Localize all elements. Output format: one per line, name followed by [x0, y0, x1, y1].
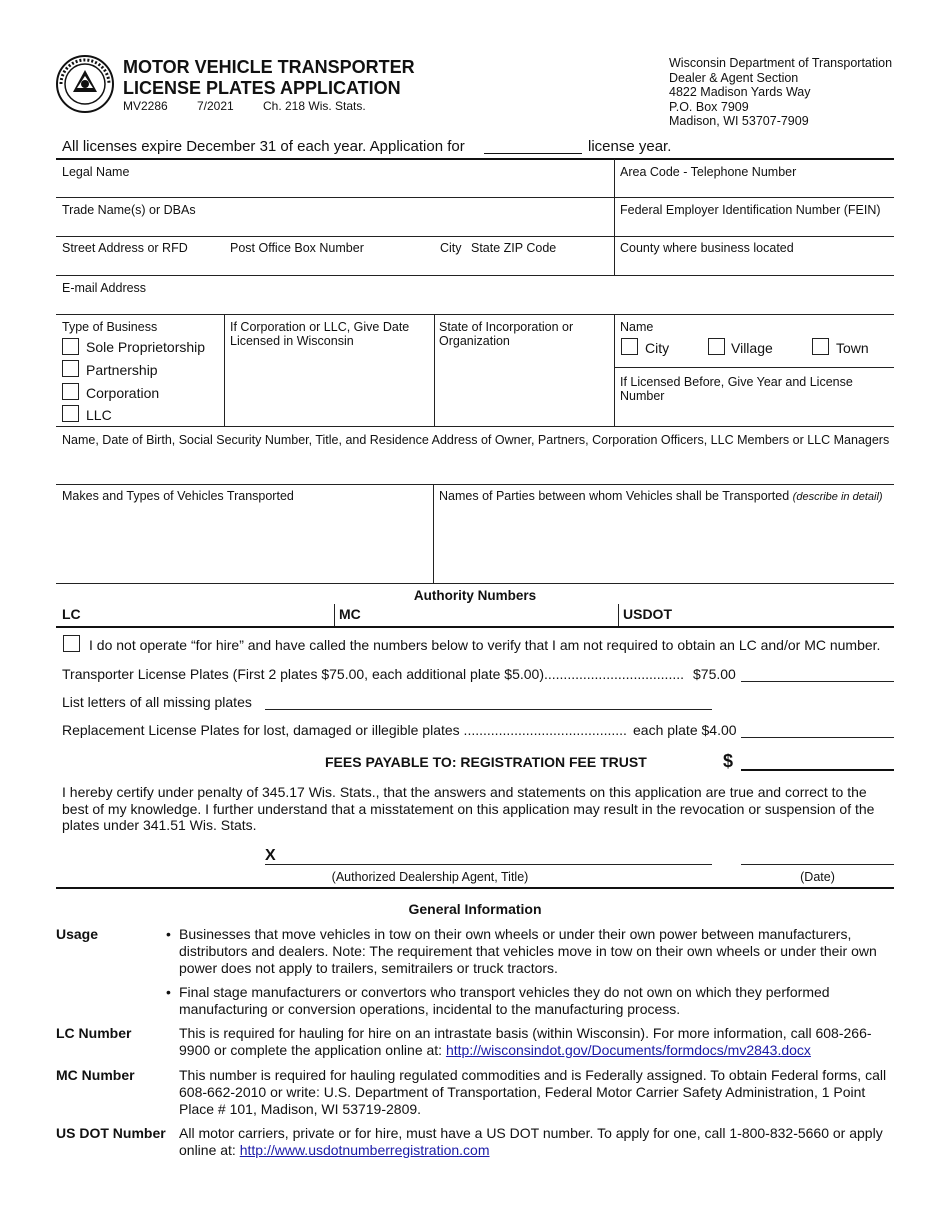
parties-label-text: Names of Parties between whom Vehicles shall be Transported — [439, 489, 790, 503]
mc-number-field[interactable] — [334, 604, 618, 626]
usdot-label: USDOT — [623, 606, 672, 622]
owners-label: Name, Date of Birth, Social Security Number, Title, and Residence Address of Owner, Partners, Corporation Officers, LLC Members or LLC Managers — [62, 433, 890, 447]
city-option-label: City — [645, 340, 670, 356]
not-for-hire-label: I do not operate “for hire” and have called the numbers below to verify that I am not required to obtain an LC and/or MC number. — [89, 637, 881, 653]
general-info-title: General Information — [408, 901, 542, 917]
certification-text: I hereby certify under penalty of 345.17 Wis. Stats., that the answers and statements on this application are true and correct to the best of my knowledge. I further understand that a misstatement on this application may result in the revocation or suspension of the plates under 341.51 Wis. Stats. — [62, 784, 875, 833]
lc-number-field[interactable] — [56, 604, 334, 626]
checkbox-llc[interactable] — [62, 405, 79, 422]
state-zip-label: State ZIP Code — [471, 241, 557, 255]
fein-field[interactable] — [614, 198, 894, 236]
mc-label: MC — [339, 606, 361, 622]
transporter-plates-amount-field[interactable] — [741, 681, 894, 682]
trade-name-field[interactable] — [56, 198, 614, 236]
total-dollar-sign: $ — [723, 751, 734, 771]
wisdot-seal-icon — [55, 54, 115, 114]
address-line: Madison, WI 53707-7909 — [669, 114, 809, 128]
parties-field[interactable] — [433, 485, 894, 583]
mc-number-text: This number is required for hauling regulated commodities and is Federally assigned. To obtain Federal forms, call 608-662-2010 or write: U.S. Department of Transportation, Federal Motor Carrier Safety Administration, 1 Point Place # 101, Madison, WI 53719-2809. — [179, 1067, 887, 1117]
replacement-plates-text: Replacement License Plates for lost, damaged or illegible plates .......................................... — [62, 722, 627, 738]
form-date: 7/2021 — [197, 99, 234, 113]
us-dot-number-label: US DOT Number — [56, 1125, 166, 1141]
checkbox-corporation[interactable] — [62, 383, 79, 400]
checkbox-partnership[interactable] — [62, 360, 79, 377]
divider — [56, 887, 894, 889]
usage-text-2: Final stage manufacturers or convertors who transport vehicles they do not own on which they performed manufacturing or conversion operations, incidental to the manufacturing process. — [179, 984, 830, 1017]
usage-bullet-1: • — [166, 926, 171, 942]
business-type-section — [56, 315, 224, 426]
municipality-name-label: Name — [620, 320, 654, 334]
license-year-field[interactable] — [484, 136, 582, 154]
checkbox-not-for-hire[interactable] — [63, 635, 80, 652]
lc-number-label: LC Number — [56, 1025, 132, 1041]
mc-number-label: MC Number — [56, 1067, 135, 1083]
trade-name-label: Trade Name(s) or DBAs — [62, 203, 196, 217]
form-statute: Ch. 218 Wis. Stats. — [263, 99, 366, 113]
usdot-registration-link[interactable]: http://www.usdotnumberregistration.com — [239, 1142, 490, 1158]
address-line: Dealer & Agent Section — [669, 70, 799, 85]
date-label: (Date) — [800, 870, 835, 884]
municipality-section — [614, 315, 894, 426]
phone-label: Area Code - Telephone Number — [620, 165, 797, 179]
wisdot-seal — [55, 54, 115, 114]
total-fee-field[interactable] — [741, 769, 894, 771]
llc-label: LLC — [86, 407, 112, 423]
authority-title: Authority Numbers — [413, 588, 537, 603]
partnership-label: Partnership — [86, 362, 158, 378]
signature-mark: X — [265, 847, 276, 864]
sole-proprietorship-label: Sole Proprietorship — [86, 339, 206, 355]
form-title-line2: LICENSE PLATES APPLICATION — [123, 78, 401, 98]
town-option-label: Town — [836, 340, 869, 356]
licensed-before-label: If Licensed Before, Give Year and License Number — [620, 375, 853, 403]
agent-title-label: (Authorized Dealership Agent, Title) — [331, 870, 529, 884]
checkbox-sole-proprietorship[interactable] — [62, 338, 79, 355]
legal-name-label: Legal Name — [62, 165, 130, 179]
email-label: E-mail Address — [62, 281, 147, 295]
expire-text: All licenses expire December 31 of each year. Application for — [62, 138, 465, 155]
form-number: MV2286 — [123, 99, 168, 113]
usage-label: Usage — [56, 926, 99, 942]
po-box-label: Post Office Box Number — [230, 241, 364, 255]
checkbox-village[interactable] — [708, 338, 725, 355]
fein-label: Federal Employer Identification Number (FEIN) — [620, 203, 881, 217]
missing-plates-label: List letters of all missing plates — [62, 694, 252, 710]
expire-text-after: license year. — [588, 138, 672, 155]
checkbox-town[interactable] — [812, 338, 829, 355]
usage-bullet-2: • — [166, 984, 171, 1000]
transporter-plates-text: Transporter License Plates (First 2 plates $75.00, each additional plate $5.00).................................... — [62, 666, 685, 682]
divider — [614, 159, 615, 276]
lc-number-description: This is required for hauling for hire on an intrastate basis (within Wisconsin). For more information, call 608-266-9900 or complete the application online at: — [179, 1025, 872, 1058]
owners-field[interactable] — [56, 427, 894, 484]
lc-number-text — [179, 1025, 891, 1059]
divider — [614, 367, 894, 368]
dot-address — [669, 56, 892, 129]
address-line: 4822 Madison Yards Way — [669, 85, 811, 99]
divider — [56, 626, 894, 628]
usage-text-1: Businesses that move vehicles in tow on their own wheels or under their own power between manufacturers, distributors and dealers. Note: The requirement that vehicles move in tow on their own wheels or under their own power does not apply to trailers, semitrailers or truck tractors. — [179, 926, 877, 976]
makes-field[interactable] — [56, 485, 433, 583]
po-box-field[interactable] — [224, 237, 434, 275]
city-state-zip-field[interactable] — [434, 237, 614, 275]
business-type-label: Type of Business — [62, 320, 158, 334]
state-inc-field[interactable] — [434, 315, 614, 426]
phone-field[interactable] — [614, 159, 894, 197]
legal-name-field[interactable] — [56, 159, 614, 197]
street-field[interactable] — [56, 237, 224, 275]
usdot-number-field[interactable] — [618, 604, 894, 626]
address-line: P.O. Box 7909 — [669, 99, 749, 114]
corp-date-label: If Corporation or LLC, Give Date Licensed in Wisconsin — [230, 320, 410, 348]
address-line: Wisconsin Department of Transportation — [669, 56, 893, 70]
makes-label: Makes and Types of Vehicles Transported — [62, 489, 294, 503]
form-title — [123, 57, 415, 99]
replacement-plates-amount-field[interactable] — [741, 737, 894, 738]
email-field[interactable] — [56, 276, 894, 314]
transporter-plates-amount: $75.00 — [693, 666, 736, 682]
corporation-label: Corporation — [86, 385, 160, 401]
divider — [56, 583, 894, 584]
replacement-plates-amount: each plate $4.00 — [633, 722, 737, 738]
county-label: County where business located — [620, 241, 794, 255]
parties-label-note: (describe in detail) — [792, 491, 883, 503]
state-inc-label: State of Incorporation or Organization — [439, 320, 574, 348]
corp-date-field[interactable] — [224, 315, 434, 426]
form-title-line1: MOTOR VEHICLE TRANSPORTER — [123, 57, 415, 77]
date-field[interactable] — [741, 864, 894, 865]
village-option-label: Village — [731, 340, 773, 356]
checkbox-city[interactable] — [621, 338, 638, 355]
fees-payable-label: FEES PAYABLE TO: REGISTRATION FEE TRUST — [325, 754, 647, 770]
lc-form-link[interactable]: http://wisconsindot.gov/Documents/formdocs/mv2843.docx — [445, 1042, 811, 1058]
signature-field[interactable] — [265, 864, 712, 865]
lc-label: LC — [62, 606, 81, 622]
us-dot-number-text — [179, 1125, 891, 1159]
missing-plates-field[interactable] — [265, 709, 712, 710]
street-label: Street Address or RFD — [62, 241, 188, 255]
parties-label — [439, 489, 883, 504]
us-dot-description: All motor carriers, private or for hire, must have a US DOT number. To apply for one, call 1-800-832-5660 or apply online at: — [179, 1125, 883, 1158]
city-label: City — [440, 241, 462, 255]
county-field[interactable] — [614, 237, 894, 275]
